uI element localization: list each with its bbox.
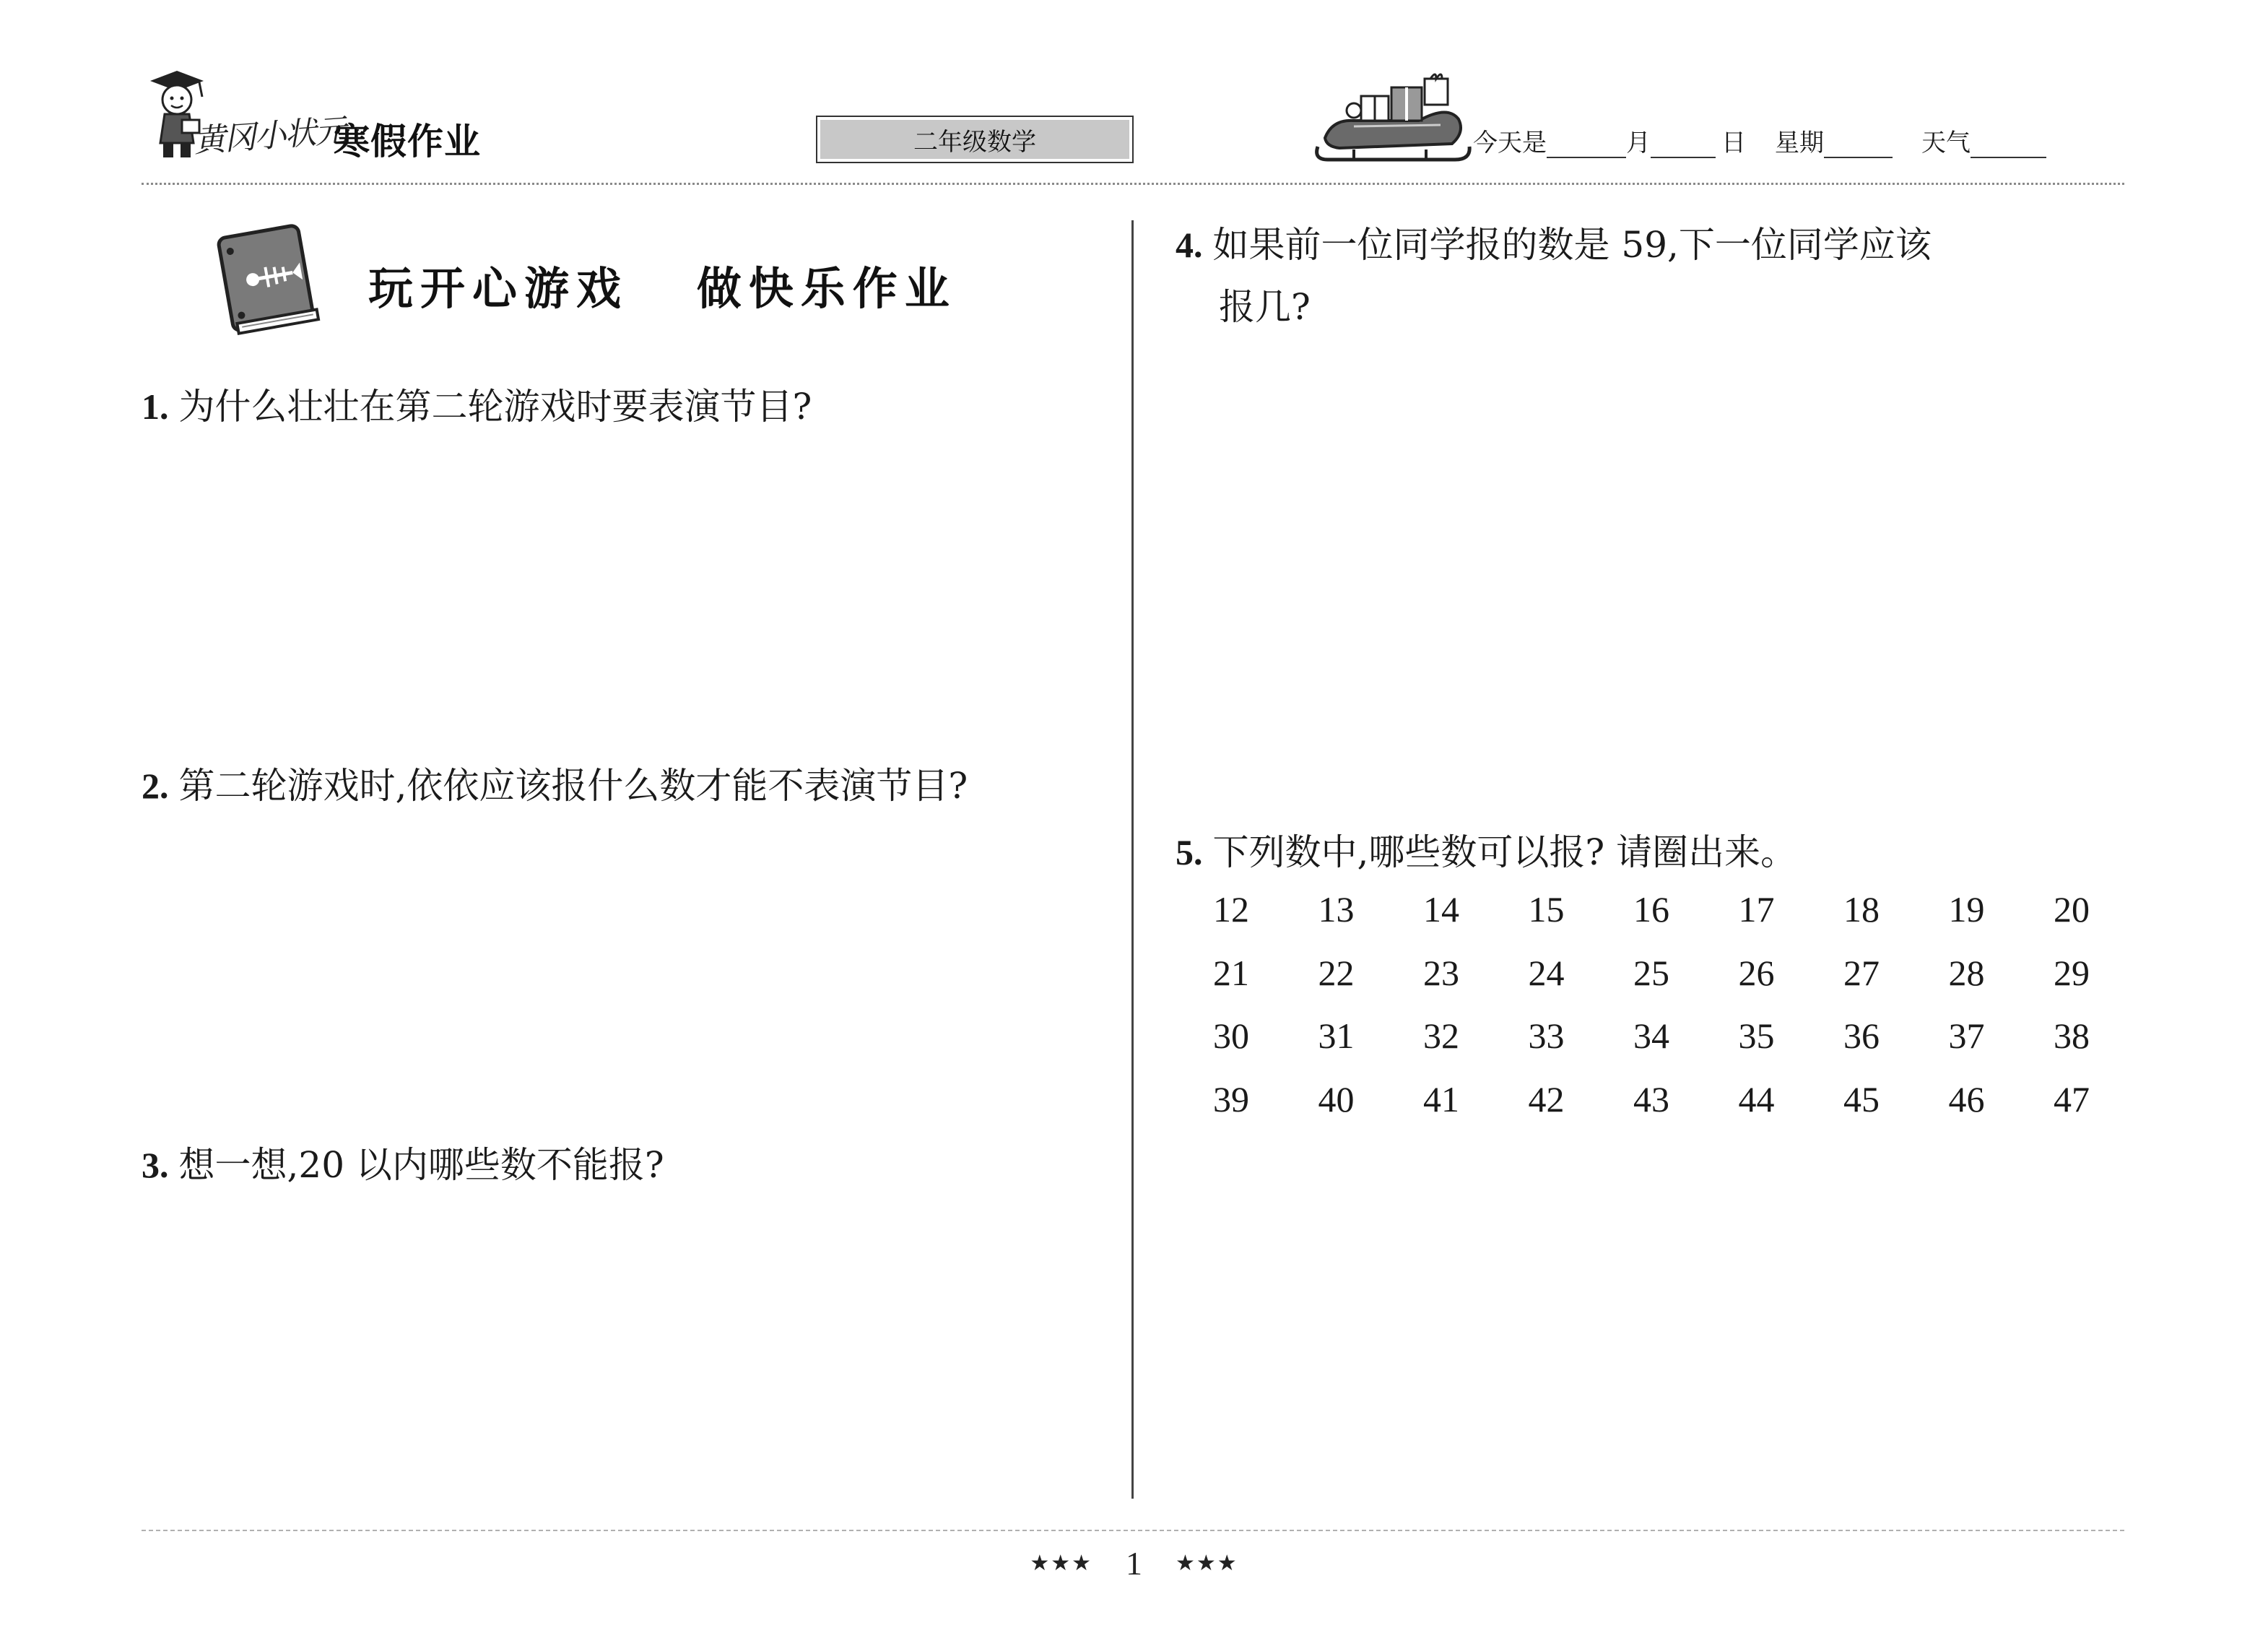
grid-number[interactable]: 12: [1213, 889, 1249, 930]
grid-number[interactable]: 18: [1843, 889, 1880, 930]
grid-number[interactable]: 39: [1213, 1078, 1249, 1119]
question-number: 2.: [142, 766, 169, 806]
date-weather-line: [1473, 123, 2046, 158]
brand-logo: [137, 65, 498, 173]
grid-number[interactable]: 33: [1528, 1015, 1565, 1056]
stars-left: ★★★: [1030, 1551, 1092, 1575]
grid-number[interactable]: 35: [1738, 1015, 1775, 1056]
page-footer: [0, 1544, 2268, 1582]
banner-title: 玩开心游戏 做快乐作业: [368, 262, 957, 315]
grid-number[interactable]: 34: [1633, 1015, 1669, 1056]
header-divider: [142, 183, 2124, 185]
weekday-blank[interactable]: [1824, 134, 1893, 158]
question-1: [142, 376, 812, 438]
question-text: 下列数中,哪些数可以报? 请圈出来。: [1212, 831, 1797, 873]
question-text-line2: 报几?: [1219, 286, 1311, 328]
footer-divider: [142, 1530, 2124, 1531]
grid-number[interactable]: 42: [1528, 1078, 1565, 1119]
grid-number[interactable]: 47: [2054, 1078, 2090, 1119]
question-number: 5.: [1176, 832, 1203, 872]
grid-number[interactable]: 29: [2054, 952, 2090, 993]
page-number: 1: [1126, 1545, 1142, 1582]
grid-number[interactable]: 13: [1318, 889, 1355, 930]
question-text-line1: 如果前一位同学报的数是 59,下一位同学应该: [1212, 224, 1932, 266]
grid-number[interactable]: 38: [2054, 1015, 2090, 1056]
question-text: 第二轮游戏时,依依应该报什么数才能不表演节目?: [178, 765, 968, 807]
question-3: [142, 1134, 664, 1196]
date-today-label: 今天是: [1473, 129, 1547, 157]
grid-number[interactable]: 41: [1423, 1078, 1459, 1119]
number-grid: [1213, 888, 2159, 1141]
sleigh-gifts-icon: [1311, 69, 1477, 163]
grid-number[interactable]: 37: [1948, 1015, 1985, 1056]
subject-text: 二年级数学: [820, 120, 1129, 159]
grid-number[interactable]: 30: [1213, 1015, 1249, 1056]
question-text: 想一想,20 以内哪些数不能报?: [178, 1144, 664, 1186]
grid-number[interactable]: 22: [1318, 952, 1355, 993]
date-month-label: 月: [1626, 129, 1651, 157]
grid-number[interactable]: 44: [1738, 1078, 1775, 1119]
grid-number[interactable]: 27: [1843, 952, 1880, 993]
grid-number[interactable]: 40: [1318, 1078, 1355, 1119]
grid-number[interactable]: 46: [1948, 1078, 1985, 1119]
column-divider: [1131, 220, 1134, 1499]
question-number: 3.: [142, 1145, 169, 1185]
grid-number[interactable]: 32: [1423, 1015, 1459, 1056]
stars-right: ★★★: [1176, 1551, 1238, 1575]
weekday-label: 星期: [1775, 129, 1824, 157]
question-2: [142, 755, 968, 817]
grid-number[interactable]: 23: [1423, 952, 1459, 993]
grid-number[interactable]: 26: [1738, 952, 1775, 993]
date-day-blank[interactable]: [1651, 134, 1716, 158]
grid-number[interactable]: 21: [1213, 952, 1249, 993]
brand-script: 黄冈小状元: [192, 112, 347, 160]
grid-number[interactable]: 20: [2054, 889, 2090, 930]
fishbone-book-icon: [208, 217, 323, 339]
grid-number[interactable]: 16: [1633, 889, 1669, 930]
grid-number[interactable]: 25: [1633, 952, 1669, 993]
grid-number[interactable]: 24: [1528, 952, 1565, 993]
question-5: [1176, 821, 1796, 883]
grid-number[interactable]: 17: [1738, 889, 1775, 930]
grid-number[interactable]: 19: [1948, 889, 1985, 930]
grid-number[interactable]: 15: [1528, 889, 1565, 930]
brand-title: 寒假作业: [334, 121, 481, 163]
question-number: 4.: [1176, 225, 1203, 265]
weather-blank[interactable]: [1971, 134, 2046, 158]
grid-number[interactable]: 45: [1843, 1078, 1880, 1119]
subject-label: [816, 116, 1134, 163]
grid-number[interactable]: 28: [1948, 952, 1985, 993]
date-month-blank[interactable]: [1547, 134, 1626, 158]
grid-number[interactable]: 14: [1423, 889, 1459, 930]
grid-number[interactable]: 31: [1318, 1015, 1355, 1056]
weather-label: 天气: [1921, 129, 1971, 157]
grid-number[interactable]: 36: [1843, 1015, 1880, 1056]
question-text: 为什么壮壮在第二轮游戏时要表演节目?: [178, 386, 812, 428]
date-day-label: 日: [1721, 129, 1746, 157]
question-4: [1176, 214, 2129, 338]
grid-number[interactable]: 43: [1633, 1078, 1669, 1119]
question-number: 1.: [142, 386, 169, 427]
